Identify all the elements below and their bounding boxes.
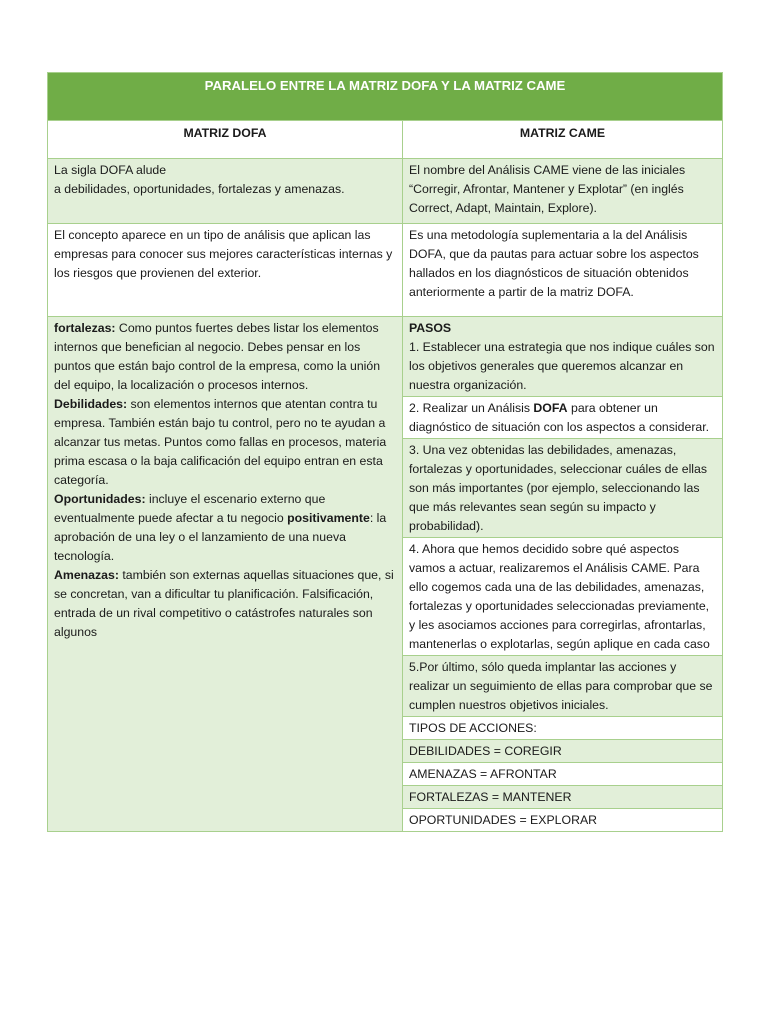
dofa-concept-cell: El concepto aparece en un tipo de análisis que aplican las empresas para conocer sus mejores características internas y los riesgos que provienen del exterior. <box>48 224 403 317</box>
oportunidades-text-2: : la aprobación de una ley o el lanzamiento de una nueva tecnología. <box>54 511 387 563</box>
paso-3-cell: 3. Una vez obtenidas las debilidades, amenazas, fortalezas y oportunidades, seleccionar cuáles de ellas son más importantes (por ejemplo, seleccionando las que más relevantes sean según su impacto y probabilidad). <box>403 439 723 538</box>
paso-4-cell: 4. Ahora que hemos decidido sobre qué aspectos vamos a actuar, realizaremos el Análisis CAME. Para ello cogemos cada una de las debilidades, amenazas, fortalezas y oportunidades seleccionadas previamente, y les asociamos acciones para corregirlas, afrontarlas, mantenerlas o explotarlas, según aplique en cada caso <box>403 538 723 656</box>
accion-fortalezas: FORTALEZAS = MANTENER <box>403 786 723 809</box>
dofa-definition-line1: La sigla DOFA alude <box>54 163 167 177</box>
accion-debilidades: DEBILIDADES = COREGIR <box>403 740 723 763</box>
debilidades-label: Debilidades: <box>54 397 128 411</box>
amenazas-text: también son externas aquellas situaciones que, si se concretan, van a dificultar tu planificación. Falsificación, entrada de un rival competitivo o catástrofes naturales son algunos <box>54 568 394 639</box>
paso-1-cell <box>403 317 723 397</box>
came-concept-cell: Es una metodología suplementaria a la del Análisis DOFA, que da pautas para actuar sobre los aspectos hallados en los diagnósticos de situación obtenidos anteriormente a partir de la matriz DOFA. <box>403 224 723 317</box>
paso-1-text: 1. Establecer una estrategia que nos indique cuáles son los objetivos generales que queremos alcanzar en nuestra organización. <box>409 340 715 392</box>
dofa-definition-cell <box>48 159 403 224</box>
fortalezas-label: fortalezas: <box>54 321 116 335</box>
acciones-heading: TIPOS DE ACCIONES: <box>403 717 723 740</box>
accion-oportunidades: OPORTUNIDADES = EXPLORAR <box>403 809 723 832</box>
table-title: PARALELO ENTRE LA MATRIZ DOFA Y LA MATRIZ CAME <box>48 73 723 121</box>
header-matriz-dofa: MATRIZ DOFA <box>48 121 403 159</box>
comparison-table <box>47 72 723 832</box>
paso-2-text: 2. Realizar un Análisis <box>409 401 534 415</box>
paso-2-bold: DOFA <box>533 401 568 415</box>
oportunidades-label: Oportunidades: <box>54 492 146 506</box>
oportunidades-bold: positivamente <box>287 511 370 525</box>
debilidades-text: son elementos internos que atentan contra tu empresa. También están bajo tu control, pero no te ayudan a alcanzar tus metas. Puntos como fallas en procesos, materia prima escasa o la baja calificación del equipo entran en esta categoría. <box>54 397 387 487</box>
paso-2-text-post: para obtener un diagnóstico de situación con los aspectos a considerar. <box>409 401 710 434</box>
oportunidades-text: incluye el escenario externo que eventualmente puede afectar a tu negocio <box>54 492 326 525</box>
dofa-definition-line2: a debilidades, oportunidades, fortalezas y amenazas. <box>54 182 345 196</box>
amenazas-label: Amenazas: <box>54 568 119 582</box>
dofa-detail-cell <box>48 317 403 832</box>
paso-5-cell: 5.Por último, sólo queda implantar las acciones y realizar un seguimiento de ellas para comprobar que se cumplen nuestros objetivos iniciales. <box>403 656 723 717</box>
accion-amenazas: AMENAZAS = AFRONTAR <box>403 763 723 786</box>
came-definition-cell: El nombre del Análisis CAME viene de las iniciales “Corregir, Afrontar, Mantener y Explotar” (en inglés Correct, Adapt, Maintain, Explore). <box>403 159 723 224</box>
header-matriz-came: MATRIZ CAME <box>403 121 723 159</box>
paso-2-cell <box>403 397 723 439</box>
pasos-heading: PASOS <box>409 321 452 335</box>
fortalezas-text: Como puntos fuertes debes listar los elementos internos que benefician al negocio. Debes pensar en los puntos que están bajo control de la empresa, como la unión del equipo, la localización o procesos internos. <box>54 321 381 392</box>
